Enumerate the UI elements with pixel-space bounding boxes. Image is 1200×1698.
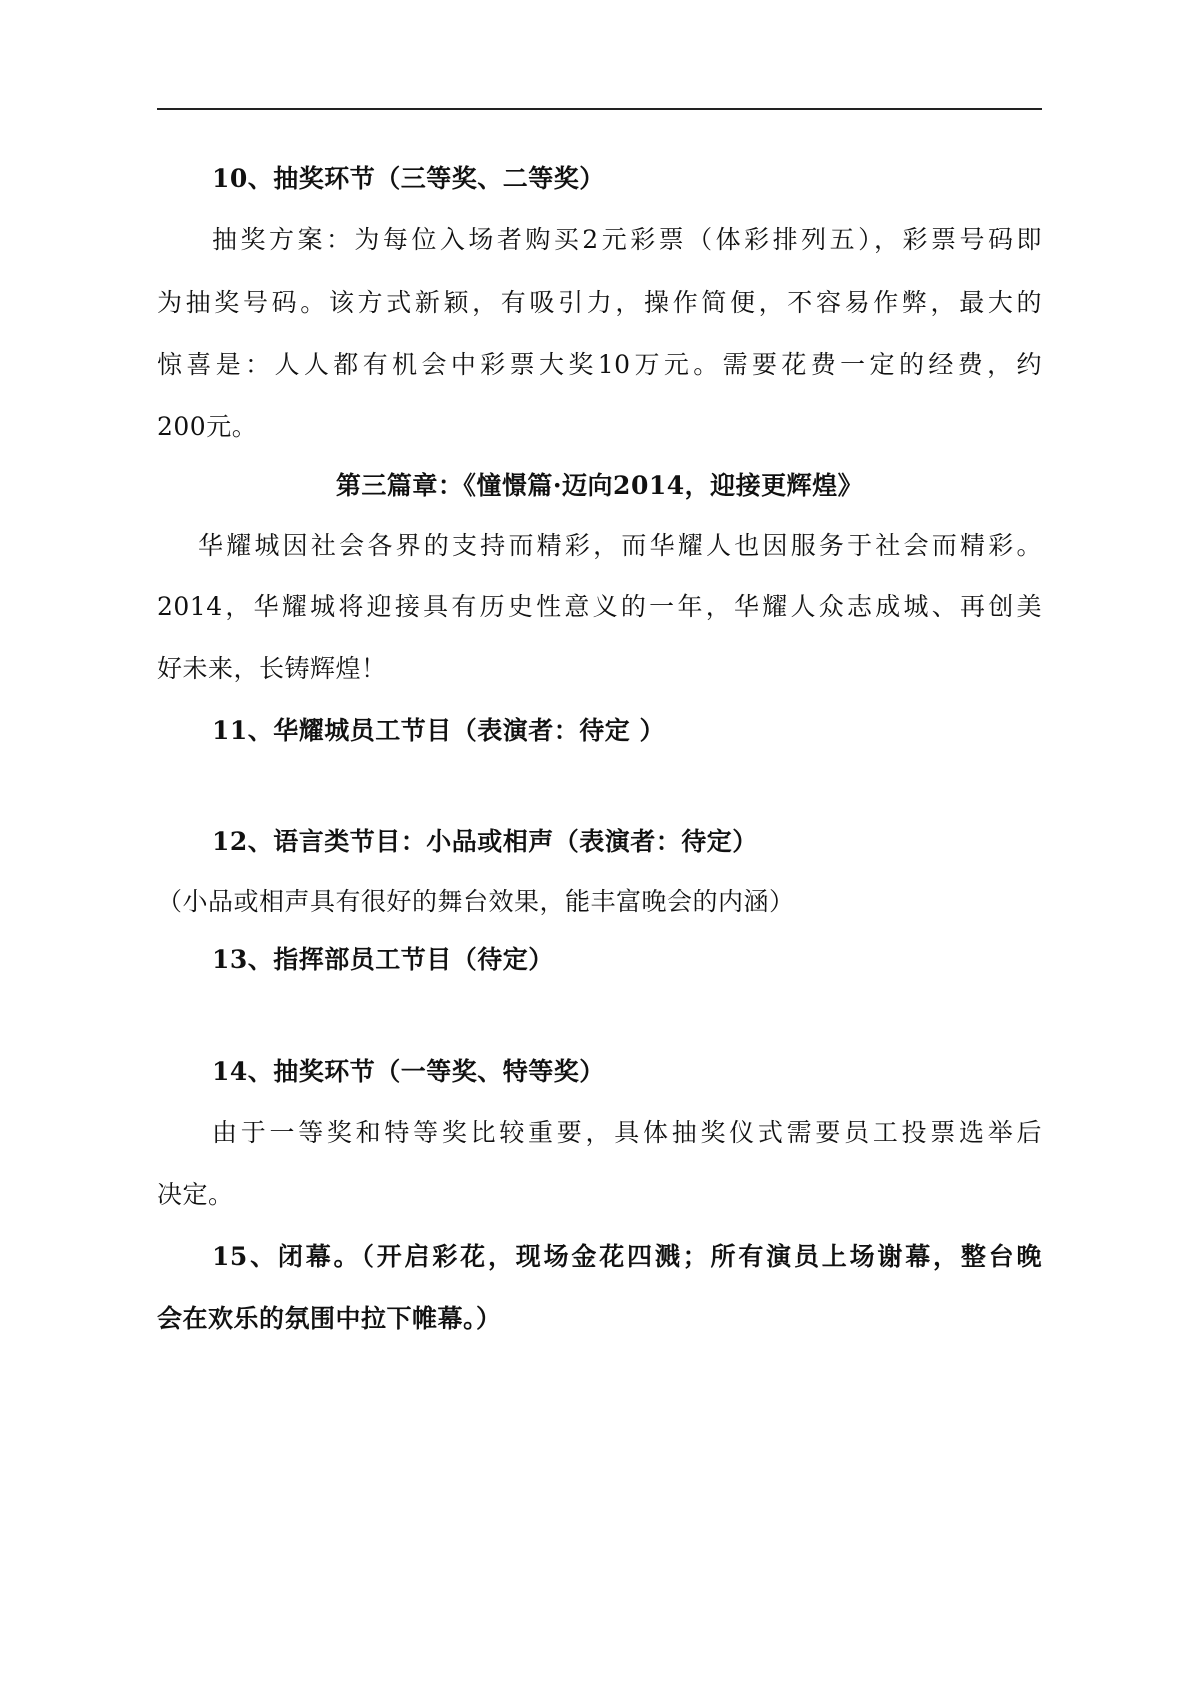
closing-line-2: 会在欢乐的氛围中拉下帷幕。） bbox=[157, 1304, 502, 1333]
chapter-intro-line-3: 好未来，长铸辉煌！ bbox=[157, 654, 387, 683]
lottery-plan-line-2: 为抽奖号码。该方式新颖，有吸引力，操作简便，不容易作弊，最大的 bbox=[157, 288, 1042, 317]
lottery-plan-line-3: 惊喜是：人人都有机会中彩票大奖10万元。需要花费一定的经费，约 bbox=[157, 350, 1042, 379]
section-heading-12: 12、语言类节目：小品或相声（表演者：待定） bbox=[212, 827, 758, 856]
chapter-intro-line-2: 2014，华耀城将迎接具有历史性意义的一年，华耀人众志成城、再创美 bbox=[157, 592, 1042, 621]
lottery-plan-line-1: 抽奖方案：为每位入场者购买2元彩票（体彩排列五），彩票号码即 bbox=[212, 225, 1042, 254]
header-rule bbox=[157, 108, 1042, 110]
closing-line-1: 15、闭幕。（开启彩花，现场金花四溅；所有演员上场谢幕，整台晚 bbox=[212, 1242, 1042, 1271]
section-heading-13: 13、指挥部员工节目（待定） bbox=[212, 945, 554, 974]
top-prize-note-line-1: 由于一等奖和特等奖比较重要，具体抽奖仪式需要员工投票选举后 bbox=[212, 1118, 1042, 1147]
lottery-plan-line-4: 200元。 bbox=[157, 412, 258, 441]
chapter-intro-line-1: 华耀城因社会各界的支持而精彩，而华耀人也因服务于社会而精彩。 bbox=[198, 531, 1042, 560]
section-heading-11: 11、华耀城员工节目（表演者：待定 ） bbox=[212, 716, 665, 745]
chapter-three-title: 第三篇章：《憧憬篇·迈向2014，迎接更辉煌》 bbox=[335, 471, 864, 500]
top-prize-note-line-2: 决定。 bbox=[157, 1180, 234, 1209]
section-heading-10: 10、抽奖环节（三等奖、二等奖） bbox=[212, 164, 605, 193]
section-12-note: （小品或相声具有很好的舞台效果，能丰富晚会的内涵） bbox=[157, 887, 795, 916]
section-heading-14: 14、抽奖环节（一等奖、特等奖） bbox=[212, 1057, 605, 1086]
